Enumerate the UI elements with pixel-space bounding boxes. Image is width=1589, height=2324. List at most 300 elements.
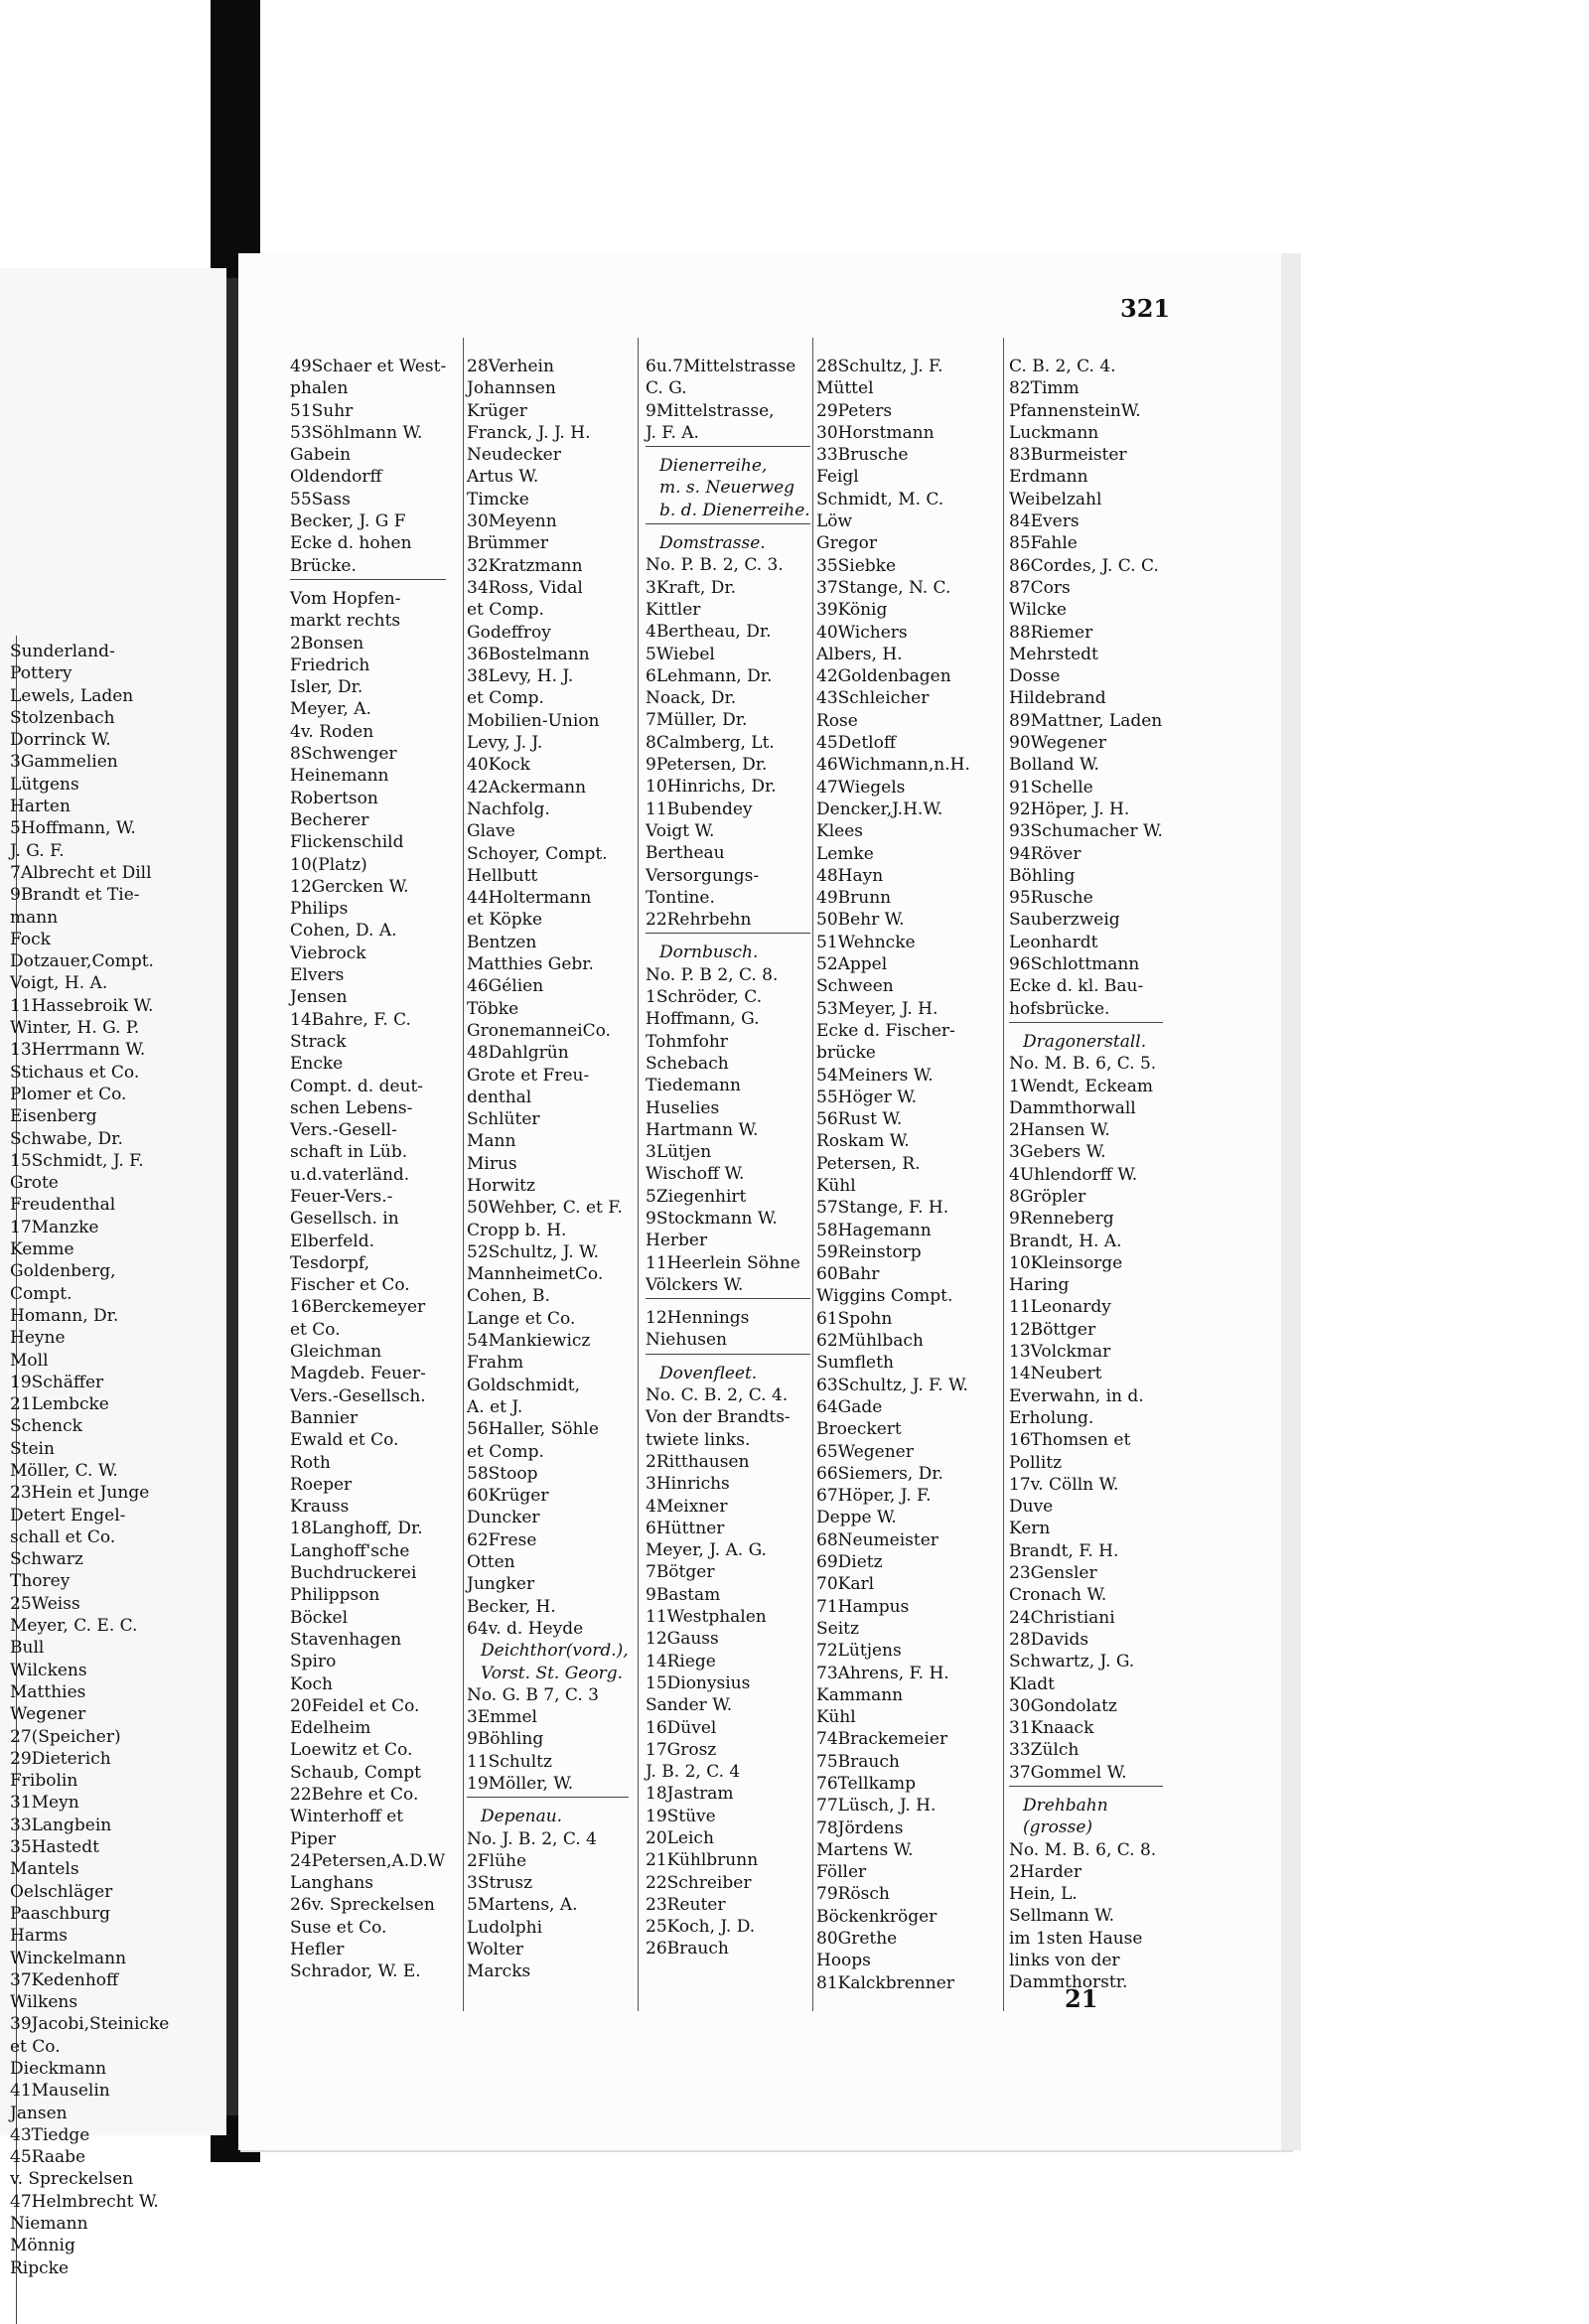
directory-entry: Erdmann bbox=[1009, 467, 1088, 488]
directory-entry: No. P. B 2, C. 8. bbox=[646, 964, 779, 985]
directory-entry: Voigt W. bbox=[646, 820, 715, 841]
directory-entry: Brandt, H. A. bbox=[1009, 1231, 1122, 1251]
directory-entry: 1Schröder, C. bbox=[646, 987, 763, 1008]
directory-entry: Wolter bbox=[467, 1940, 524, 1961]
directory-entry: Glave bbox=[467, 821, 515, 842]
directory-entry: Wilckens bbox=[10, 1660, 87, 1680]
directory-entry: Homann, Dr. bbox=[10, 1305, 119, 1326]
directory-entry: 53Meyer, J. H. bbox=[816, 998, 939, 1019]
directory-entry: Levy, J. J. bbox=[467, 733, 543, 754]
directory-entry: Dencker,J.H.W. bbox=[816, 799, 943, 819]
directory-entry: No. G. B 7, C. 3 bbox=[467, 1684, 599, 1705]
directory-entry: Duncker bbox=[467, 1508, 540, 1528]
directory-entry: Löw bbox=[816, 511, 853, 532]
directory-entry: Mönnig bbox=[10, 2236, 75, 2256]
directory-entry: 39Jacobi,Steinicke bbox=[10, 2014, 170, 2035]
directory-entry: Feuer-Vers.- bbox=[290, 1186, 393, 1207]
directory-entry: 92Höper, J. H. bbox=[1009, 799, 1130, 819]
directory-entry: 22Behre et Co. bbox=[290, 1785, 419, 1805]
directory-entry: 31Meyn bbox=[10, 1793, 79, 1814]
directory-entry: Philips bbox=[290, 899, 349, 920]
directory-entry: Hildebrand bbox=[1009, 688, 1106, 709]
directory-entry: Petersen, R. bbox=[816, 1153, 921, 1174]
directory-entry: 43Tiedge bbox=[10, 2124, 90, 2145]
directory-entry: Deppe W. bbox=[816, 1508, 897, 1528]
directory-entry: mann bbox=[10, 907, 59, 928]
directory-entry: 72Lütjens bbox=[816, 1641, 902, 1662]
directory-entry: Kammann bbox=[816, 1684, 904, 1705]
section-divider bbox=[467, 1797, 629, 1806]
directory-entry: 94Röver bbox=[1009, 843, 1082, 864]
directory-entry: denthal bbox=[467, 1087, 532, 1107]
directory-entry: Otten bbox=[467, 1552, 515, 1573]
directory-entry: et Comp. bbox=[467, 1441, 544, 1462]
directory-entry: 52Schultz, J. W. bbox=[467, 1241, 599, 1262]
directory-entry: Wilcke bbox=[1009, 600, 1067, 621]
directory-entry: Timcke bbox=[467, 489, 529, 509]
directory-entry: Schrador, W. E. bbox=[290, 1961, 421, 1982]
directory-entry: 16Thomsen et bbox=[1009, 1430, 1131, 1451]
directory-entry: Böckel bbox=[290, 1607, 349, 1628]
directory-entry: 29Dieterich bbox=[10, 1748, 111, 1769]
directory-entry: Jungker bbox=[467, 1574, 535, 1595]
street-heading: Depenau. bbox=[481, 1807, 563, 1827]
left-page-column bbox=[10, 641, 169, 2279]
directory-entry: Meyer, J. A. G. bbox=[646, 1540, 767, 1561]
directory-entry: 59Reinstorp bbox=[816, 1241, 922, 1262]
directory-entry: 5Hoffmann, W. bbox=[10, 818, 136, 839]
directory-entry: No. M. B. 6, C. 8. bbox=[1009, 1839, 1157, 1860]
directory-entry: Wegener bbox=[10, 1704, 86, 1725]
street-heading: m. s. Neuerweg bbox=[659, 478, 795, 499]
directory-entry: Elberfeld. bbox=[290, 1231, 374, 1251]
directory-entry: Lewels, Laden bbox=[10, 685, 134, 706]
directory-entry: 16Düvel bbox=[646, 1717, 717, 1738]
directory-entry: 22Schreiber bbox=[646, 1872, 752, 1893]
directory-entry: Meyer, C. E. C. bbox=[10, 1616, 138, 1637]
directory-entry: Hoffmann, G. bbox=[646, 1009, 760, 1030]
directory-entry: Schween bbox=[816, 976, 894, 997]
page-number: 321 bbox=[1120, 294, 1171, 323]
directory-entry: Schwarz bbox=[10, 1549, 83, 1570]
directory-entry: Koch bbox=[290, 1673, 333, 1694]
section-divider bbox=[646, 446, 810, 455]
directory-entry: Hefler bbox=[290, 1940, 345, 1961]
directory-entry: Isler, Dr. bbox=[290, 677, 363, 698]
directory-entry: No. J. B. 2, C. 4 bbox=[467, 1828, 597, 1849]
directory-entry: 15Schmidt, J. F. bbox=[10, 1150, 144, 1171]
directory-entry: Dosse bbox=[1009, 666, 1061, 687]
directory-entry: C. G. bbox=[646, 378, 687, 399]
directory-entry: 28Schultz, J. F. bbox=[816, 357, 943, 376]
directory-entry: 27(Speicher) bbox=[10, 1726, 121, 1747]
directory-entry: 53Söhlmann W. bbox=[290, 422, 423, 443]
directory-entry: 55Höger W. bbox=[816, 1087, 918, 1107]
directory-entry: 35Siebke bbox=[816, 555, 897, 576]
directory-entry: links von der bbox=[1009, 1951, 1120, 1971]
directory-entry: Detert Engel- bbox=[10, 1505, 126, 1525]
directory-entry: 57Stange, F. H. bbox=[816, 1198, 949, 1219]
directory-entry: 47Wiegels bbox=[816, 777, 906, 798]
directory-entry: Dammthorstr. bbox=[1009, 1972, 1128, 1993]
directory-entry: Hoops bbox=[816, 1951, 871, 1971]
directory-entry: Johannsen bbox=[467, 378, 556, 399]
directory-entry: Ecke d. Fischer- bbox=[816, 1020, 955, 1041]
directory-entry: Dotzauer,Compt. bbox=[10, 951, 154, 972]
column-rule bbox=[812, 338, 813, 2011]
street-heading: Drehbahn bbox=[1023, 1796, 1108, 1816]
directory-entry: 4v. Roden bbox=[290, 721, 374, 742]
directory-entry: Wiggins Compt. bbox=[816, 1286, 953, 1307]
directory-entry: Ripcke bbox=[10, 2257, 70, 2278]
directory-entry: 13Volckmar bbox=[1009, 1342, 1111, 1363]
directory-entry: Klees bbox=[816, 821, 863, 842]
directory-entry: Matthies Gebr. bbox=[467, 954, 594, 975]
directory-entry: 54Meiners W. bbox=[816, 1065, 934, 1086]
directory-entry: Ecke d. hohen bbox=[290, 533, 412, 554]
directory-entry: 5Martens, A. bbox=[467, 1895, 578, 1916]
directory-entry: Albers, H. bbox=[816, 644, 903, 664]
directory-entry: Edelheim bbox=[290, 1718, 371, 1739]
directory-entry: et Comp. bbox=[467, 688, 544, 709]
directory-entry: Stein bbox=[10, 1438, 55, 1459]
directory-entry: 11Leonardy bbox=[1009, 1297, 1111, 1318]
directory-entry: et Co. bbox=[290, 1319, 341, 1340]
directory-entry: Piper bbox=[290, 1828, 336, 1849]
directory-entry: Grote et Freu- bbox=[467, 1065, 590, 1086]
directory-entry: Gleichman bbox=[290, 1342, 382, 1363]
directory-entry: Herber bbox=[646, 1231, 708, 1251]
section-divider bbox=[646, 1354, 810, 1363]
directory-entry: 46Wichmann,n.H. bbox=[816, 755, 970, 776]
column-rule bbox=[463, 338, 464, 2011]
directory-entry: 14Bahre, F. C. bbox=[290, 1009, 411, 1030]
directory-entry: Cronach W. bbox=[1009, 1585, 1107, 1606]
directory-entry: 86Cordes, J. C. C. bbox=[1009, 555, 1159, 576]
directory-entry: C. B. 2, C. 4. bbox=[1009, 357, 1116, 376]
directory-entry: Oldendorff bbox=[290, 467, 382, 488]
directory-entry: Tesdorpf, bbox=[290, 1252, 370, 1273]
directory-entry: 49Schaer et West- bbox=[290, 357, 447, 376]
directory-entry: Buchdruckerei bbox=[290, 1563, 417, 1584]
directory-entry: 18Langhoff, Dr. bbox=[290, 1519, 423, 1539]
directory-entry: 17v. Cölln W. bbox=[1009, 1474, 1119, 1495]
directory-entry: Rose bbox=[816, 710, 858, 731]
directory-entry: Heyne bbox=[10, 1328, 66, 1349]
page-gutter bbox=[226, 278, 238, 2115]
directory-entry: 1Wendt, Eckeam bbox=[1009, 1076, 1153, 1096]
directory-entry: 7Albrecht et Dill bbox=[10, 862, 152, 883]
directory-entry: Schwabe, Dr. bbox=[10, 1128, 123, 1149]
directory-entry: 75Brauch bbox=[816, 1751, 900, 1772]
directory-entry: 11Westphalen bbox=[646, 1607, 767, 1628]
directory-entry: Bertheau bbox=[646, 843, 725, 864]
directory-entry: et Co. bbox=[10, 2036, 61, 2057]
directory-entry: 33Brusche bbox=[816, 445, 909, 466]
directory-entry: No. M. B. 6, C. 5. bbox=[1009, 1054, 1157, 1075]
directory-entry: 9Brandt et Tie- bbox=[10, 885, 140, 906]
directory-entry: Spiro bbox=[290, 1652, 337, 1672]
directory-entry: 71Hampus bbox=[816, 1596, 910, 1617]
directory-entry: 14Riege bbox=[646, 1651, 716, 1671]
directory-entry: 2Flühe bbox=[467, 1850, 527, 1871]
directory-entry: 37Gommel W. bbox=[1009, 1762, 1127, 1783]
printer-signature: 21 bbox=[1065, 1984, 1098, 2013]
directory-entry: Bolland W. bbox=[1009, 755, 1099, 776]
directory-entry: Winterhoff et bbox=[290, 1807, 404, 1827]
directory-entry: 9Stockmann W. bbox=[646, 1208, 778, 1229]
directory-entry: Mehrstedt bbox=[1009, 644, 1098, 664]
directory-entry: Feigl bbox=[816, 467, 859, 488]
directory-entry: schaft in Lüb. bbox=[290, 1142, 408, 1163]
directory-entry: Grote bbox=[10, 1173, 59, 1194]
directory-entry: Harten bbox=[10, 797, 71, 817]
directory-entry: Kühl bbox=[816, 1707, 856, 1728]
directory-entry: 51Wehncke bbox=[816, 932, 916, 952]
directory-entry: 31Knaack bbox=[1009, 1718, 1094, 1739]
directory-entry: Schaub, Compt bbox=[290, 1762, 421, 1783]
directory-entry: 33Zülch bbox=[1009, 1740, 1080, 1761]
directory-entry: Schenck bbox=[10, 1416, 82, 1437]
directory-entry: GronemanneiCo. bbox=[467, 1020, 611, 1041]
directory-entry: Töbke bbox=[467, 998, 519, 1019]
directory-entry: Frahm bbox=[467, 1353, 524, 1374]
directory-entry: Lemke bbox=[816, 843, 874, 864]
directory-entry: Winter, H. G. P. bbox=[10, 1018, 140, 1039]
directory-entry: 22Rehrbehn bbox=[646, 910, 752, 931]
directory-entry: Everwahn, in d. bbox=[1009, 1385, 1144, 1406]
directory-entry: 90Wegener bbox=[1009, 733, 1106, 754]
directory-entry: 62Mühlbach bbox=[816, 1331, 924, 1352]
directory-entry: Weibelzahl bbox=[1009, 489, 1102, 509]
directory-entry: Marcks bbox=[467, 1961, 531, 1982]
directory-entry: 21Kühlbrunn bbox=[646, 1850, 759, 1871]
directory-entry: Roth bbox=[290, 1452, 331, 1473]
directory-entry: 93Schumacher W. bbox=[1009, 821, 1163, 842]
directory-entry: 63Schultz, J. F. W. bbox=[816, 1375, 968, 1395]
street-heading: Vorst. St. Georg. bbox=[481, 1663, 624, 1683]
directory-entry: 4Meixner bbox=[646, 1496, 728, 1517]
directory-entry: 8Calmberg, Lt. bbox=[646, 732, 775, 753]
directory-entry: Noack, Dr. bbox=[646, 688, 737, 709]
directory-entry: 62Frese bbox=[467, 1529, 537, 1550]
directory-entry: Kern bbox=[1009, 1519, 1051, 1539]
directory-entry: 14Neubert bbox=[1009, 1364, 1102, 1384]
directory-entry: 68Neumeister bbox=[816, 1529, 939, 1550]
directory-entry: 61Spohn bbox=[816, 1308, 893, 1329]
directory-entry: Harms bbox=[10, 1926, 68, 1947]
directory-entry: 9Renneberg bbox=[1009, 1209, 1114, 1230]
directory-entry: Sumfleth bbox=[816, 1353, 894, 1374]
directory-entry: brücke bbox=[816, 1043, 876, 1064]
directory-entry: Viebrock bbox=[290, 943, 366, 963]
street-heading: Domstrasse. bbox=[659, 533, 766, 554]
directory-entry: Erholung. bbox=[1009, 1407, 1094, 1428]
directory-entry: Seitz bbox=[816, 1618, 859, 1639]
street-heading: Dragonerstall. bbox=[1023, 1031, 1147, 1052]
directory-entry: Goldenberg, bbox=[10, 1261, 116, 1282]
directory-entry: J. B. 2, C. 4 bbox=[646, 1762, 741, 1783]
directory-entry: 40Kock bbox=[467, 755, 530, 776]
directory-entry: Müttel bbox=[816, 378, 874, 399]
directory-entry: 40Wichers bbox=[816, 622, 908, 643]
directory-column-1 bbox=[290, 356, 446, 1983]
left-page bbox=[0, 268, 226, 2278]
directory-column-4 bbox=[816, 356, 970, 1994]
directory-entry: 49Brunn bbox=[816, 888, 892, 909]
directory-entry: Huselies bbox=[646, 1097, 720, 1118]
directory-entry: Philippson bbox=[290, 1585, 380, 1606]
directory-entry: Becker, J. G F bbox=[290, 511, 406, 532]
directory-entry: Matthies bbox=[10, 1681, 86, 1702]
directory-entry: Möller, C. W. bbox=[10, 1460, 118, 1481]
section-divider bbox=[290, 579, 446, 588]
directory-entry: 23Reuter bbox=[646, 1894, 726, 1915]
directory-entry: 64Gade bbox=[816, 1396, 883, 1417]
directory-entry: 3Lütjen bbox=[646, 1142, 712, 1163]
directory-entry: 26v. Spreckelsen bbox=[290, 1895, 435, 1916]
directory-entry: 9Mittelstrasse, bbox=[646, 400, 775, 421]
directory-entry: Schmidt, M. C. bbox=[816, 489, 944, 509]
directory-entry: 70Karl bbox=[816, 1574, 875, 1595]
directory-entry: J. F. A. bbox=[646, 422, 699, 443]
directory-entry: Heinemann bbox=[290, 766, 389, 787]
directory-entry: et Comp. bbox=[467, 600, 544, 621]
directory-entry: 7Müller, Dr. bbox=[646, 710, 748, 731]
directory-entry: 10Kleinsorge bbox=[1009, 1252, 1123, 1273]
directory-entry: Schlüter bbox=[467, 1109, 540, 1130]
directory-entry: Stolzenbach bbox=[10, 707, 115, 728]
directory-entry: Sunderland- bbox=[10, 642, 115, 661]
directory-entry: Hartmann W. bbox=[646, 1119, 759, 1140]
directory-entry: Fischer et Co. bbox=[290, 1275, 410, 1296]
directory-entry: u.d.vaterländ. bbox=[290, 1164, 410, 1185]
directory-entry: 85Fahle bbox=[1009, 533, 1078, 554]
directory-entry: Völckers W. bbox=[646, 1274, 744, 1295]
directory-entry: twiete links. bbox=[646, 1429, 751, 1450]
section-divider bbox=[1009, 1022, 1163, 1031]
directory-entry: Franck, J. J. H. bbox=[467, 422, 591, 443]
directory-entry: 5Wiebel bbox=[646, 644, 715, 664]
directory-entry: Thorey bbox=[10, 1571, 71, 1592]
directory-entry: 65Wegener bbox=[816, 1441, 914, 1462]
directory-entry: Lütgens bbox=[10, 774, 79, 795]
directory-entry: Becker, H. bbox=[467, 1596, 556, 1617]
directory-entry: 55Sass bbox=[290, 489, 351, 509]
directory-entry: Sauberzweig bbox=[1009, 910, 1120, 931]
directory-entry: 74Brackemeier bbox=[816, 1729, 948, 1750]
directory-entry: Luckmann bbox=[1009, 422, 1099, 443]
column-rule bbox=[638, 338, 639, 2011]
directory-entry: Pottery bbox=[10, 663, 72, 684]
directory-entry: 69Dietz bbox=[816, 1552, 883, 1573]
directory-entry: 37Kedenhoff bbox=[10, 1969, 119, 1990]
directory-entry: Haring bbox=[1009, 1275, 1070, 1296]
directory-entry: 2Bonsen bbox=[290, 633, 364, 654]
directory-entry: Sellmann W. bbox=[1009, 1906, 1115, 1927]
directory-entry: 33Langbein bbox=[10, 1815, 112, 1835]
directory-entry: 50Behr W. bbox=[816, 910, 905, 931]
directory-entry: Friedrich bbox=[290, 654, 370, 675]
directory-entry: 11Heerlein Söhne bbox=[646, 1252, 800, 1273]
directory-entry: Ewald et Co. bbox=[290, 1430, 399, 1451]
directory-column-2 bbox=[467, 356, 629, 1983]
directory-entry: 2Hansen W. bbox=[1009, 1120, 1110, 1141]
directory-entry: 12Gercken W. bbox=[290, 876, 409, 897]
directory-entry: Brücke. bbox=[290, 555, 357, 576]
directory-entry: 17Grosz bbox=[646, 1739, 717, 1760]
directory-entry: 10Hinrichs, Dr. bbox=[646, 777, 777, 798]
directory-entry: Eisenberg bbox=[10, 1106, 97, 1127]
directory-entry: MannheimetCo. bbox=[467, 1264, 604, 1285]
directory-entry: Godeffroy bbox=[467, 622, 551, 643]
directory-entry: 51Suhr bbox=[290, 400, 354, 421]
section-divider bbox=[646, 933, 810, 942]
directory-entry: Bull bbox=[10, 1638, 45, 1659]
directory-entry: 26Brauch bbox=[646, 1939, 729, 1960]
directory-entry: 21Lembcke bbox=[10, 1394, 109, 1415]
directory-entry: 32Kratzmann bbox=[467, 555, 583, 576]
directory-entry: 6Hüttner bbox=[646, 1518, 725, 1538]
directory-entry: Plomer et Co. bbox=[10, 1084, 127, 1104]
directory-entry: 42Ackermann bbox=[467, 777, 587, 798]
directory-entry: Suse et Co. bbox=[290, 1917, 387, 1938]
directory-entry: 13Herrmann W. bbox=[10, 1040, 146, 1061]
directory-entry: 34Ross, Vidal bbox=[467, 577, 583, 598]
directory-entry: 28Davids bbox=[1009, 1629, 1089, 1650]
directory-entry: Kemme bbox=[10, 1239, 74, 1260]
directory-entry: Duve bbox=[1009, 1497, 1054, 1518]
directory-entry: 11Bubendey bbox=[646, 799, 753, 819]
directory-entry: 43Schleicher bbox=[816, 688, 930, 709]
directory-entry: Broeckert bbox=[816, 1419, 902, 1440]
directory-entry: 83Burmeister bbox=[1009, 445, 1127, 466]
directory-entry: 88Riemer bbox=[1009, 622, 1093, 643]
directory-entry: 80Grethe bbox=[816, 1929, 898, 1950]
directory-entry: Artus W. bbox=[467, 467, 539, 488]
directory-entry: 79Rösch bbox=[816, 1884, 890, 1905]
directory-entry: 52Appel bbox=[816, 954, 888, 975]
column-rule bbox=[1003, 338, 1004, 2011]
directory-column-5 bbox=[1009, 356, 1163, 1994]
directory-entry: Von der Brandts- bbox=[646, 1407, 791, 1428]
directory-entry: 30Meyenn bbox=[467, 511, 557, 532]
directory-entry: Bentzen bbox=[467, 932, 537, 952]
directory-entry: Kittler bbox=[646, 599, 701, 620]
directory-entry: 23Hein et Junge bbox=[10, 1483, 150, 1504]
directory-entry: 3Gebers W. bbox=[1009, 1142, 1106, 1163]
directory-entry: 56Haller, Söhle bbox=[467, 1419, 599, 1440]
directory-entry: Loewitz et Co. bbox=[290, 1740, 413, 1761]
directory-entry: hofsbrücke. bbox=[1009, 998, 1110, 1019]
directory-entry: 6Lehmann, Dr. bbox=[646, 665, 773, 686]
directory-entry: Flickenschild bbox=[290, 832, 404, 853]
directory-entry: 64v. d. Heyde bbox=[467, 1618, 584, 1639]
directory-entry: Vers.-Gesellsch. bbox=[290, 1385, 426, 1406]
directory-entry: Robertson bbox=[290, 788, 378, 808]
street-heading: b. d. Dienerreihe. bbox=[659, 500, 810, 520]
directory-entry: Böhling bbox=[1009, 865, 1076, 886]
directory-entry: Krüger bbox=[467, 400, 527, 421]
directory-entry: Dammthorwall bbox=[1009, 1097, 1136, 1118]
directory-entry: 23Gensler bbox=[1009, 1563, 1097, 1584]
directory-entry: Böckenkröger bbox=[816, 1906, 938, 1927]
directory-entry: Brümmer bbox=[467, 533, 548, 554]
directory-entry: 41Mauselin bbox=[10, 2081, 110, 2102]
directory-entry: Goldschmidt, bbox=[467, 1375, 581, 1395]
directory-entry: Schoyer, Compt. bbox=[467, 843, 608, 864]
directory-entry: 56Rust W. bbox=[816, 1109, 903, 1130]
